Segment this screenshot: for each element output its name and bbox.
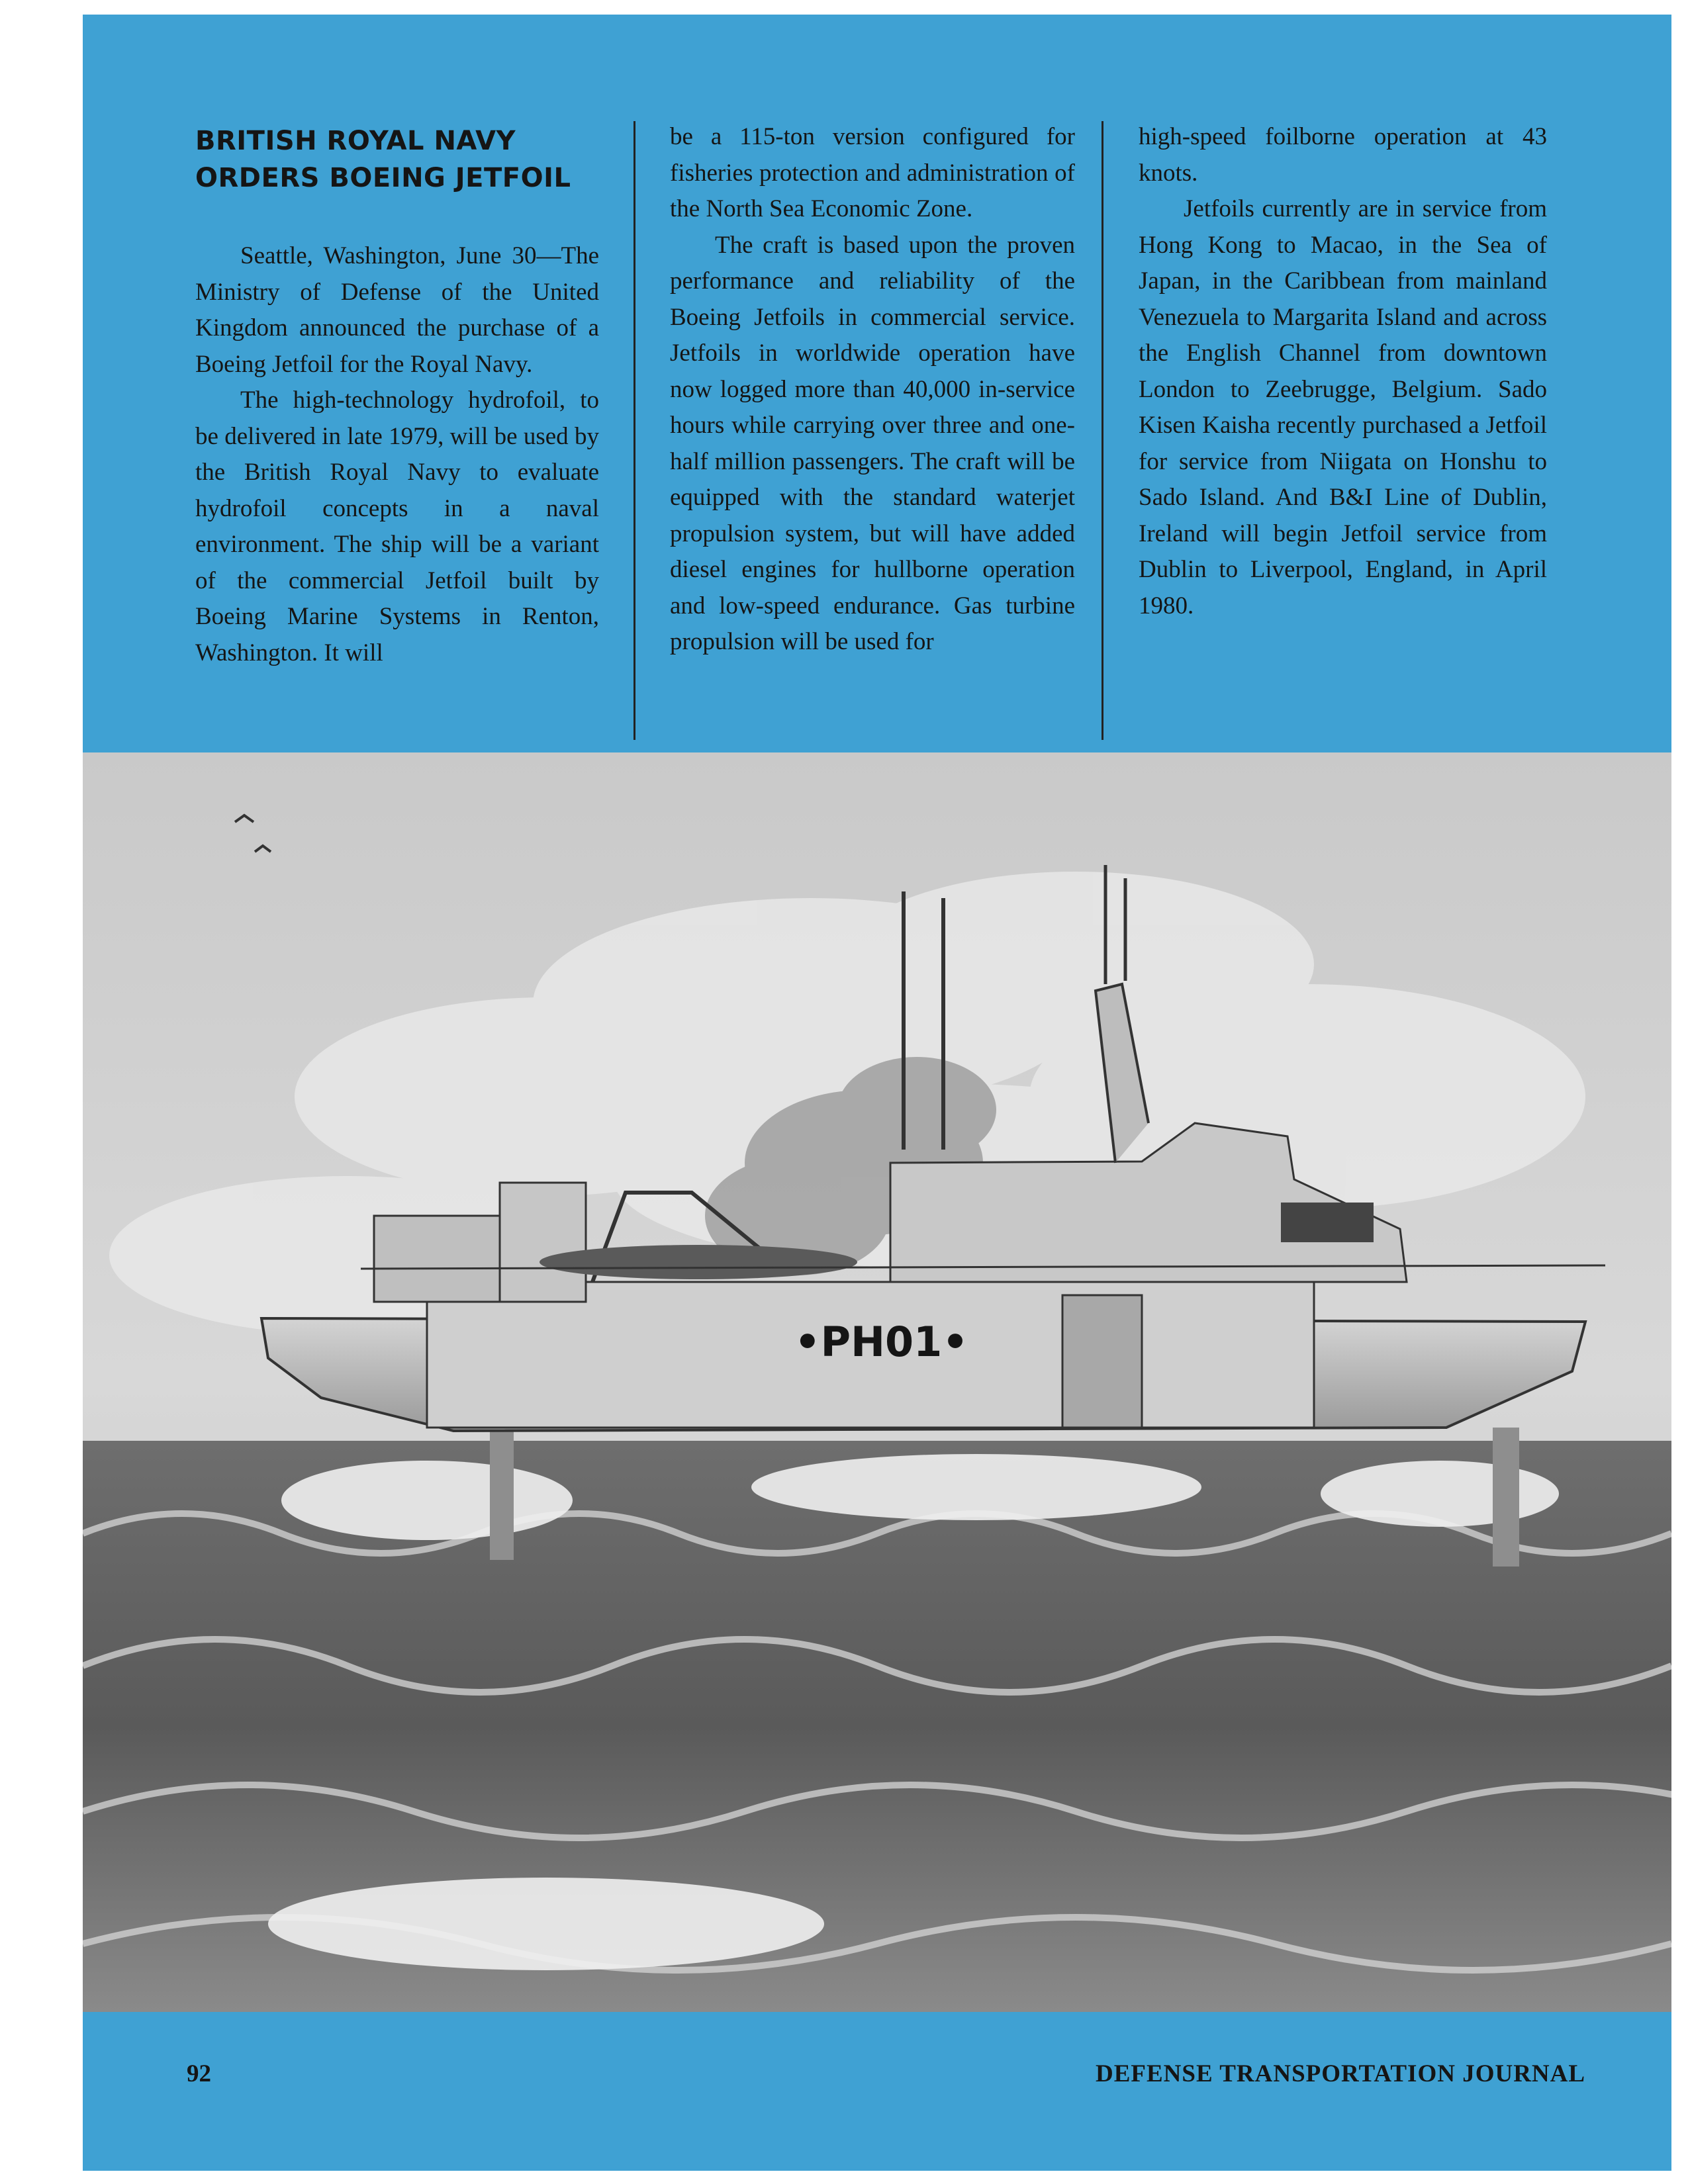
paragraph-service-routes: Jetfoils currently are in service from Hong Kong to Macao, in the Sea of Japan, in the Caribbean from mainland Venezuela to Margarita Island and across the English Channel from downtown London to Zeebrugge, Belgium. Sado Kisen Kaisha recently purchased a Jetfoil for service from Niigata on Honshu to Sado Island. And B&I Line of Dublin, Ireland will begin Jetfoil service from Dublin to Liverpool, England, in April 1980. [1139, 195, 1547, 619]
paragraph-performance: The craft is based upon the proven performance and reliability of the Boeing Jetfoils in commercial service. Jetfoils in worldwide operation have now logged more than 40,000 in-service hours while carrying over three and one-half million passengers. The craft will be equipped with the standard waterjet propulsion system, but will have added diesel engines for hullborne operation and low-speed endurance. Gas turbine propulsion will be used for [670, 231, 1075, 655]
page-number: 92 [187, 2060, 211, 2087]
journal-title: DEFENSE TRANSPORTATION JOURNAL [1096, 2060, 1586, 2087]
article-column-2 [670, 119, 1075, 660]
paragraph-hydrofoil: The high-technology hydrofoil, to be delivered in late 1979, will be used by the British Royal Navy to evaluate hydrofoil concepts in a naval environment. The ship will be a variant of the commercial Jetfoil built by Boeing Marine Systems in Renton, Washington. It will [195, 387, 599, 666]
column-divider [633, 121, 635, 740]
headline-line-1: BRITISH ROYAL NAVY [195, 126, 516, 156]
article-column-1 [195, 238, 599, 671]
paragraph-continuation: be a 115-ton version configured for fisheries protection and administration of the North Sea Economic Zone. [670, 123, 1075, 222]
hull-marking: •PH01• [794, 1318, 968, 1366]
paragraph-dateline: Seattle, Washington, June 30—The Ministry of Defense of the United Kingdom announced the purchase of a Boeing Jetfoil for the Royal Navy. [195, 242, 599, 378]
footer-panel [83, 2012, 1671, 2171]
column-divider [1102, 121, 1103, 740]
paragraph-foilborne: high-speed foilborne operation at 43 knots. [1139, 123, 1547, 187]
headline-line-2: ORDERS BOEING JETFOIL [195, 163, 571, 193]
article-headline [195, 122, 619, 197]
jetfoil-illustration [83, 752, 1671, 2012]
article-column-3 [1139, 119, 1547, 624]
